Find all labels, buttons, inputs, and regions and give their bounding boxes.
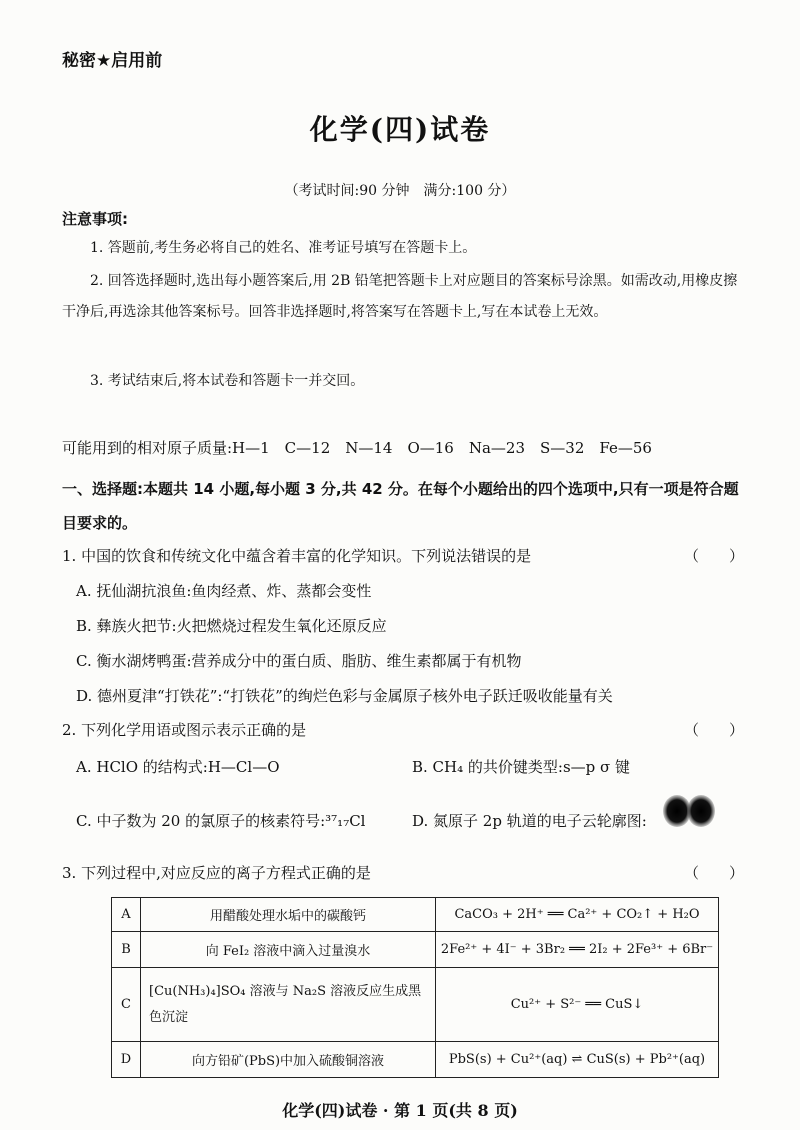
q1-option-a: A. 抚仙湖抗浪鱼:鱼肉经煮、炸、蒸都会变性 (76, 582, 372, 600)
row-description: 向 FeI₂ 溶液中滴入过量溴水 (141, 932, 436, 968)
row-description: 用醋酸处理水垢中的碳酸钙 (141, 898, 436, 932)
confidential-label: 秘密★启用前 (62, 51, 163, 71)
table-row (112, 968, 719, 1042)
q1-option-b: B. 彝族火把节:火把燃烧过程发生氧化还原反应 (76, 617, 387, 635)
notice-item-2: 2. 回答选择题时,选出每小题答案后,用 2B 铅笔把答题卡上对应题目的答案标号涂黑。如需改动,用橡皮擦干净后,再选涂其他答案标号。回答非选择题时,将答案写在答题卡上,写在本试卷上无效。 (62, 273, 738, 320)
row-key: C (112, 968, 141, 1042)
q1-option-c: C. 衡水湖烤鸭蛋:营养成分中的蛋白质、脂肪、维生素都属于有机物 (76, 652, 522, 670)
section-heading: 一、选择题:本题共 14 小题,每小题 3 分,共 42 分。在每个小题给出的四个选项中,只有一项是符合题目要求的。 (62, 480, 739, 532)
table-row (112, 1042, 719, 1078)
notice-heading: 注意事项: (62, 210, 128, 228)
row-equation: 2Fe²⁺ + 4I⁻ + 3Br₂ ══ 2I₂ + 2Fe³⁺ + 6Br⁻ (436, 932, 719, 968)
table-row (112, 898, 719, 932)
row-equation: PbS(s) + Cu²⁺(aq) ⇌ CuS(s) + Pb²⁺(aq) (436, 1042, 719, 1078)
answer-paren-3: （ ） (684, 864, 745, 882)
row-description: 向方铅矿(PbS)中加入硫酸铜溶液 (141, 1042, 436, 1078)
answer-paren-1: （ ） (684, 547, 745, 565)
row-description: [Cu(NH₃)₄]SO₄ 溶液与 Na₂S 溶液反应生成黑色沉淀 (141, 968, 436, 1042)
row-key: D (112, 1042, 141, 1078)
exam-title: 化学(四)试卷 (309, 113, 491, 146)
p-orbital-image (662, 792, 716, 830)
question-3-stem: 3. 下列过程中,对应反应的离子方程式正确的是 (62, 864, 371, 882)
q2-option-a: A. HClO 的结构式:H—Cl—O (76, 758, 280, 776)
row-equation: Cu²⁺ + S²⁻ ══ CuS↓ (436, 968, 719, 1042)
answer-table (111, 897, 719, 1078)
row-equation: CaCO₃ + 2H⁺ ══ Ca²⁺ + CO₂↑ + H₂O (436, 898, 719, 932)
row-key: A (112, 898, 141, 932)
answer-paren-2: （ ） (684, 721, 745, 739)
table-row (112, 932, 719, 968)
q2-option-c: C. 中子数为 20 的氯原子的核素符号:³⁷₁₇Cl (76, 812, 366, 830)
q2-option-b: B. CH₄ 的共价键类型:s—p σ 键 (412, 758, 631, 776)
q1-option-d: D. 德州夏津“打铁花”:“打铁花”的绚烂色彩与金属原子核外电子跃迁吸收能量有关 (76, 687, 613, 705)
question-1-stem: 1. 中国的饮食和传统文化中蕴含着丰富的化学知识。下列说法错误的是 (62, 547, 532, 565)
page-footer: 化学(四)试卷 · 第 1 页(共 8 页) (282, 1101, 518, 1120)
row-key: B (112, 932, 141, 968)
question-2-stem: 2. 下列化学用语或图示表示正确的是 (62, 721, 307, 739)
notice-item-3: 3. 考试结束后,将本试卷和答题卡一并交回。 (90, 373, 365, 389)
exam-subtitle: （考试时间:90 分钟 满分:100 分） (284, 183, 516, 199)
notice-item-1: 1. 答题前,考生务必将自己的姓名、准考证号填写在答题卡上。 (90, 240, 477, 256)
q2-option-d: D. 氮原子 2p 轨道的电子云轮廓图: (412, 812, 647, 830)
atomic-masses: 可能用到的相对原子质量:H—1 C—12 N—14 O—16 Na—23 S—32 Fe—56 (62, 439, 652, 457)
